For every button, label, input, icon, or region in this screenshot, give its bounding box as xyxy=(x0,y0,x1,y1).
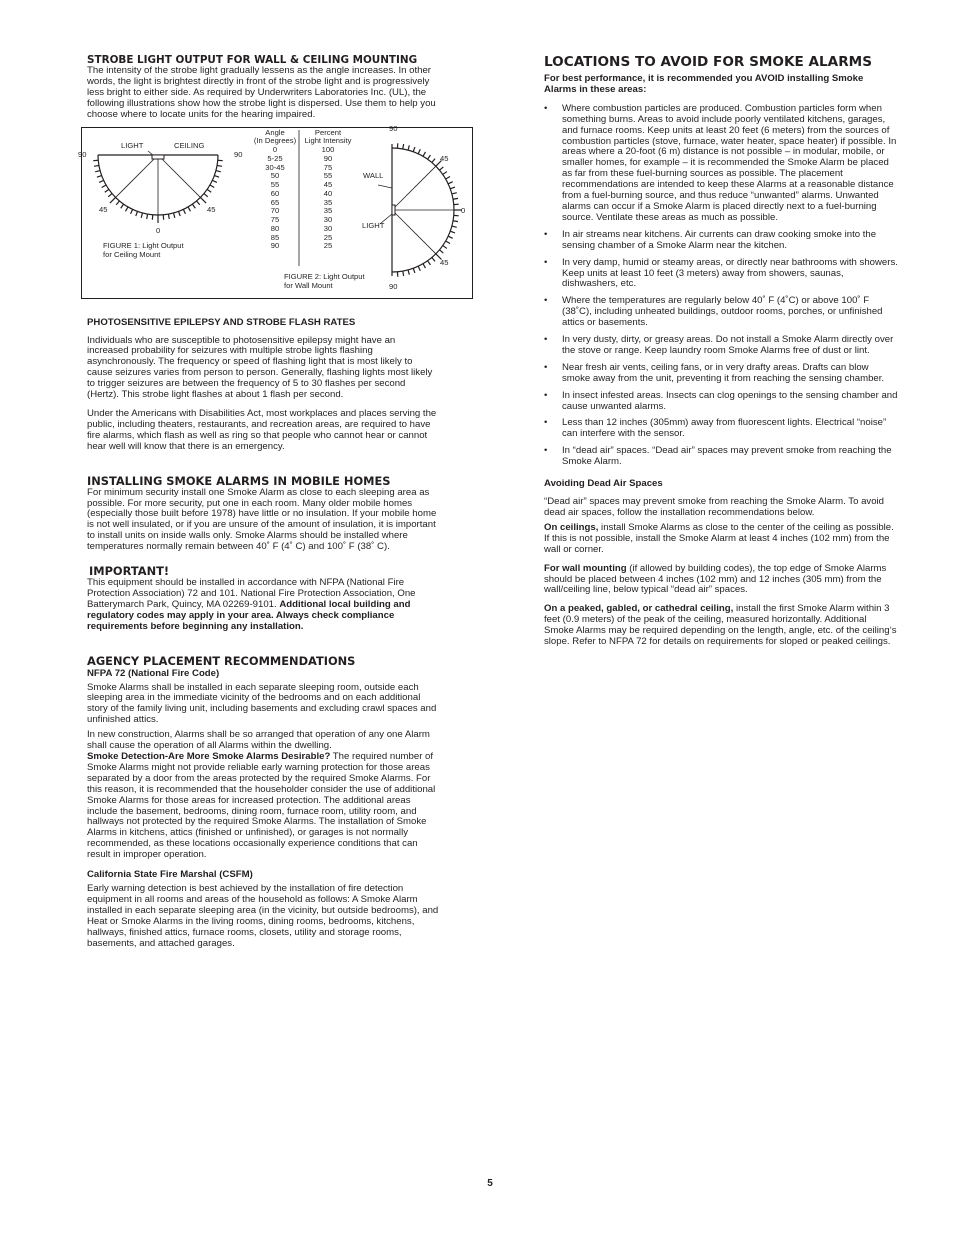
ceiling-paragraph xyxy=(544,523,898,556)
avoid-list-item: • In “dead air” spaces. “Dead air” spaces may prevent smoke from reaching the Smoke Alarm. xyxy=(544,446,898,468)
avoid-list-item: • In insect infested areas. Insects can clog openings to the sensing chamber and cause unwanted alarms. xyxy=(544,391,898,413)
avoid-list-item: • Less than 12 inches (305mm) away from fluorescent lights. Electrical “noise” can interfere with the sensor. xyxy=(544,418,898,440)
fig1-tick xyxy=(179,211,181,216)
angle-value: 0 xyxy=(272,145,278,155)
fig2-tick xyxy=(448,236,453,238)
agency-heading: AGENCY PLACEMENT RECOMMENDATIONS xyxy=(87,653,356,668)
avoid-list xyxy=(544,104,898,468)
avoid-list-item: • Where combustion particles are produced. Combustion particles form when something burns. Areas to avoid include poorly ventilated kitchens, garages, and furnace rooms. Keep units at least 20 feet (6 meters) from the sources of combustion particles (stove, furnace, water heater, space heater) if possible. In areas where a 20-foot (6 m) distance is not possible – in modular, mobile, or smaller homes, for example – it is recommended the Smoke Alarm be placed as far from these fuel-burning sources as possible. The placement recommendations are intended to keep these Alarms at a reasonable distance from a fuel-burning source, and thus reduce “unwanted” alarms. Unwanted alarms can occur if a Smoke Alarm is placed directly next to a fuel-burning source. Ventilate these areas as much as possible. xyxy=(544,104,898,224)
ceiling-bold: On ceilings, xyxy=(544,521,599,533)
fig2-angle-45-bottom: 45 xyxy=(440,257,449,267)
csfm-heading: California State Fire Marshal (CSFM) xyxy=(87,869,253,881)
right-column xyxy=(544,54,898,648)
fig2-angle-45-top: 45 xyxy=(440,153,449,163)
fig2-wall-leader xyxy=(378,185,392,188)
fig1-caption xyxy=(103,241,184,259)
important-body xyxy=(87,578,439,633)
angle-value: 55 xyxy=(270,180,280,190)
fig1-tick xyxy=(95,170,100,171)
fig2-tick xyxy=(408,269,409,274)
more-alarms-text: The required number of Smoke Alarms might not provide reliable early warning protection for those areas separated by a door from the areas protected by the required Smoke Alarms. For this reason, it is recommended that the householder consider the use of additional Smoke Alarms for those areas for increased protection. The additional areas include the basement, bedrooms, dining room, furnace room, utility room, and hallways not protected by the required Smoke Alarms. The installation of Smoke Alarms in kitchens, attics (finished or unfinished), or garages is not normally recommended, as these locations occasionally experience conditions that can result in improper operation. xyxy=(87,751,436,861)
strobe-heading: STROBE LIGHT OUTPUT FOR WALL & CEILING MOUNTING xyxy=(87,54,418,66)
more-alarms-bold: Smoke Detection-Are More Smoke Alarms Desirable? xyxy=(87,751,331,762)
fig1-tick xyxy=(94,165,99,166)
strobe-figure xyxy=(78,123,473,299)
epilepsy-p1: Individuals who are susceptible to photosensitive epilepsy might have an increased probability for seizures with multiple strobe lights flashing asynchronously. The frequency or speed of flashing light that is most likely to cause seizures varies from person to person. Generally, flashing lights most likely to trigger seizures are between the frequency of 5 to 30 flashes per second (Hertz). This strobe light flashes at about 1 flash per second. xyxy=(87,334,433,401)
nfpa-heading: NFPA 72 (National Fire Code) xyxy=(87,667,220,679)
angle-column xyxy=(251,129,299,252)
strobe-body: The intensity of the strobe light gradually lessens as the angle increases. In other words, the light is brightest directly in front of the strobe light and is progressively less bright to either side. As required by Underwriters Laboratories Inc. (UL), the following illustrations show how the strobe light is dispersed. Use them to help you choose where to locate units for the hearing impaired. xyxy=(87,65,436,120)
fig1-ray-right xyxy=(158,155,200,197)
fig2-tick xyxy=(413,147,415,152)
fig2-caption-line2: for Wall Mount xyxy=(284,280,333,290)
fig2-tick xyxy=(418,266,420,271)
fig2-tick xyxy=(432,158,435,162)
important-text: This equipment should be installed in accordance with NFPA (National Fire Protection Association) 72 and 101. National Fire Protection Association, One Batterymarch Park, Quincy, MA 02269-9101. xyxy=(87,577,416,610)
fig2-tick xyxy=(439,249,443,252)
fig1-tick xyxy=(204,193,208,196)
fig1-tick xyxy=(192,204,195,208)
fig2-tick xyxy=(443,171,447,174)
fig1-tick xyxy=(116,200,119,204)
fig1-tick xyxy=(212,180,217,182)
fig1-tick xyxy=(183,209,185,214)
important-heading: IMPORTANT! xyxy=(89,564,170,579)
intensity-value: 55 xyxy=(323,171,333,181)
fig1-angle-90-right: 90 xyxy=(234,149,243,159)
fig1-tick xyxy=(216,170,221,171)
more-alarms-paragraph xyxy=(87,752,439,861)
intensity-header-line2: Light Intensity xyxy=(304,136,352,146)
fig2-angle-90-bottom: 90 xyxy=(389,281,398,291)
fig1-caption-line1: FIGURE 1: Light Output xyxy=(103,240,184,250)
angle-value: 60 xyxy=(270,188,280,198)
angle-header-line2: (In Degrees) xyxy=(253,136,297,146)
fig2-tick xyxy=(453,220,458,221)
epilepsy-p2: Under the Americans with Disabilities Act, most workplaces and places serving the public, including theaters, restaurants, and recreation areas, are required to have fire alarms, which flash as well as ring so that people who cannot hear or cannot hear well will know that there is an emergency. xyxy=(87,407,437,452)
peak-paragraph xyxy=(544,604,898,648)
epilepsy-heading: PHOTOSENSITIVE EPILEPSY AND STROBE FLASH RATES xyxy=(87,316,356,328)
fig1-tick xyxy=(110,197,116,203)
wall-paragraph xyxy=(544,564,898,597)
fig1-angle-90-left: 90 xyxy=(78,149,87,159)
intensity-value: 75 xyxy=(323,162,333,172)
intensity-value: 35 xyxy=(323,197,333,207)
fig2-tick xyxy=(452,192,457,193)
intensity-value: 35 xyxy=(323,206,333,216)
fig2-ray-up xyxy=(392,166,436,210)
fig2-tick xyxy=(439,166,443,169)
angle-value: 90 xyxy=(270,241,280,251)
ceiling-text: install Smoke Alarms as close to the center of the ceiling as possible. If this is not possible, install the Smoke Alarm at least 4 inches (102 mm) from the wall or corner. xyxy=(544,521,894,555)
fig1-tick xyxy=(97,175,102,177)
important-bold: Additional local building and regulatory codes may apply in your area. Always check compliance requirements before beginning any installation. xyxy=(87,598,411,632)
fig2-angle-0: 0 xyxy=(461,205,466,215)
intensity-header-line1: Percent xyxy=(314,127,342,137)
fig2-light-label: LIGHT xyxy=(362,220,385,230)
fig1-tick xyxy=(188,206,191,210)
fig1-angle-45-right: 45 xyxy=(207,204,216,214)
fig1-tick xyxy=(147,214,148,219)
nfpa-p1: Smoke Alarms shall be installed in each separate sleeping room, outside each sleeping area in the immediate vicinity of the bedrooms and on each additional story of the family living unit, including basements and excluding crawl spaces and unfinished attics. xyxy=(87,681,437,726)
fig2-tick xyxy=(446,241,450,244)
angle-value: 70 xyxy=(270,206,280,216)
fig1-light-label: LIGHT xyxy=(121,140,144,150)
fig2-caption-line1: FIGURE 2: Light Output xyxy=(284,271,365,281)
nfpa-p2: In new construction, Alarms shall be so arranged that operation of any one Alarm shall cause the operation of all Alarms within the dwelling. xyxy=(87,729,430,752)
intensity-value: 25 xyxy=(323,241,333,251)
intensity-values xyxy=(300,146,356,251)
avoid-intro: For best performance, it is recommended you AVOID installing Smoke Alarms in these areas: xyxy=(544,73,864,95)
avoid-list-item: • Where the temperatures are regularly below 40˚ F (4˚C) or above 100˚ F (38˚C), including unheated buildings, outdoor rooms, porches, or unfinished attics or basements. xyxy=(544,296,898,329)
angle-value: 80 xyxy=(270,223,280,233)
fig2-strobe-unit xyxy=(392,205,395,215)
fig1-angle-45-left: 45 xyxy=(99,204,108,214)
wall-text: (if allowed by building codes), the top edge of Smoke Alarms should be placed between 4 inches (102 mm) and 12 inches (305 mm) from the wall/ceiling line, below typical “dead air” spaces. xyxy=(544,562,887,596)
fig1-tick xyxy=(168,214,169,219)
angle-value: 30-45 xyxy=(265,162,285,172)
intensity-value: 25 xyxy=(323,232,333,242)
intensity-value: 40 xyxy=(323,188,333,198)
avoid-list-item: • In very damp, humid or steamy areas, or directly near bathrooms with showers. Keep units at least 10 feet (3 meters) away from showers, saunas, dishwashers, etc. xyxy=(544,258,898,291)
fig2-tick xyxy=(403,144,404,149)
fig1-strobe-unit xyxy=(152,155,164,159)
avoid-list-item: • Near fresh air vents, ceiling fans, or in very drafty areas. Drafts can blow smoke away from the unit, preventing it from reaching the sensing chamber. xyxy=(544,363,898,385)
angle-value: 65 xyxy=(270,197,280,207)
fig2-tick xyxy=(446,176,450,179)
fig1-tick xyxy=(200,197,206,203)
fig2-tick xyxy=(408,145,409,150)
fig1-tick xyxy=(131,209,133,214)
angle-values xyxy=(251,146,299,251)
avoid-heading: LOCATIONS TO AVOID FOR SMOKE ALARMS xyxy=(544,54,872,70)
fig1-tick xyxy=(217,165,222,166)
fig2-wall-label: WALL xyxy=(363,170,384,180)
fig1-caption-line2: for Ceiling Mount xyxy=(103,249,161,259)
fig2-tick xyxy=(413,268,415,273)
angle-header-line1: Angle xyxy=(265,127,285,137)
fig2-tick xyxy=(450,187,455,189)
fig2-tick xyxy=(403,271,404,276)
dead-air-p1: “Dead air” spaces may prevent smoke from reaching the Smoke Alarm. To avoid dead air spaces, follow the installation recommendations below. xyxy=(544,496,885,518)
fig2-tick xyxy=(453,198,458,199)
fig1-tick xyxy=(105,189,109,192)
dead-air-heading: Avoiding Dead Air Spaces xyxy=(544,478,663,490)
fig2-tick xyxy=(443,245,447,248)
avoid-list-item: • In very dusty, dirty, or greasy areas. Do not install a Smoke Alarm directly over the stove or range. Keep laundry room Smoke Alarms free of dust or lint. xyxy=(544,335,898,357)
fig1-tick xyxy=(174,212,175,217)
fig1-tick xyxy=(108,193,112,196)
mobile-heading: INSTALLING SMOKE ALARMS IN MOBILE HOMES xyxy=(87,473,391,488)
fig2-tick xyxy=(428,155,431,159)
fig2-tick xyxy=(432,257,435,261)
angle-value: 85 xyxy=(270,232,280,242)
intensity-value: 45 xyxy=(323,180,333,190)
fig1-angle-0: 0 xyxy=(156,225,161,235)
intensity-value: 30 xyxy=(323,223,333,233)
angle-value: 5-25 xyxy=(267,153,283,163)
page-number: 5 xyxy=(487,1178,493,1189)
fig1-tick xyxy=(99,180,104,182)
wall-bold: For wall mounting xyxy=(544,562,627,574)
fig1-ray-left xyxy=(116,155,158,197)
fig2-tick xyxy=(418,149,420,154)
mobile-body: For minimum security install one Smoke Alarm as close to each sleeping area as possible. For more security, put one in each room. Many older mobile homes (especially those built before 1978) have little or no insulation. If your mobile home is not well insulated, or if you are unsure of the amount of insulation, it is important to install units on inside walls only. Smoke Alarms should be installed where temperatures normally remain between 40˚ F (4˚ C) and 100˚ F (38˚ C). xyxy=(87,486,437,553)
fig2-caption xyxy=(284,272,365,290)
fig2-tick xyxy=(452,226,457,227)
fig1-tick xyxy=(210,185,214,188)
fig1-tick xyxy=(121,204,124,208)
intensity-value: 100 xyxy=(321,145,335,155)
fig2-tick xyxy=(423,152,426,156)
fig1-ceiling-label: CEILING xyxy=(174,140,205,150)
fig2-ray-down xyxy=(392,210,436,254)
angle-value: 50 xyxy=(270,171,280,181)
intensity-value: 90 xyxy=(323,153,333,163)
fig1-tick xyxy=(214,175,219,177)
fig1-tick xyxy=(207,189,211,192)
fig1-tick xyxy=(126,206,129,210)
avoid-list-item: • In air streams near kitchens. Air currents can draw cooking smoke into the sensing chamber of a Smoke Alarm near the kitchen. xyxy=(544,230,898,252)
fig2-angle-90-top: 90 xyxy=(389,123,398,133)
fig1-tick xyxy=(136,211,138,216)
fig1-tick xyxy=(102,185,106,188)
fig2-tick xyxy=(448,181,453,183)
intensity-column xyxy=(300,129,356,252)
peak-text: install the first Smoke Alarm within 3 feet (0.9 meters) of the peak of the ceiling, measured horizontally. Additional Smoke Alarms may be required depending on the length, angle, etc. of the ceiling‘s slope. Refer to NFPA 72 for details on requirements for sloped or peaked ceilings. xyxy=(544,603,897,648)
fig1-tick xyxy=(141,212,142,217)
left-column xyxy=(78,54,466,950)
csfm-body: Early warning detection is best achieved by the installation of fire detection equipment in all rooms and areas of the household as follows: A Smoke Alarm installed in each separate sleeping area (in the vicinity, but outside bedrooms), and Heat or Smoke Alarms in the living rooms, dining rooms, bedrooms, kitchens, hallways, finished attics, furnace rooms, closets, utility and storage rooms, basements, and attached garages. xyxy=(87,883,439,949)
intensity-value: 30 xyxy=(323,215,333,225)
angle-value: 75 xyxy=(270,215,280,225)
peak-bold: On a peaked, gabled, or cathedral ceiling, xyxy=(544,603,734,615)
fig2-tick xyxy=(428,260,431,264)
fig2-tick xyxy=(423,263,426,267)
fig2-tick xyxy=(450,231,455,233)
fig1-tick xyxy=(197,200,200,204)
